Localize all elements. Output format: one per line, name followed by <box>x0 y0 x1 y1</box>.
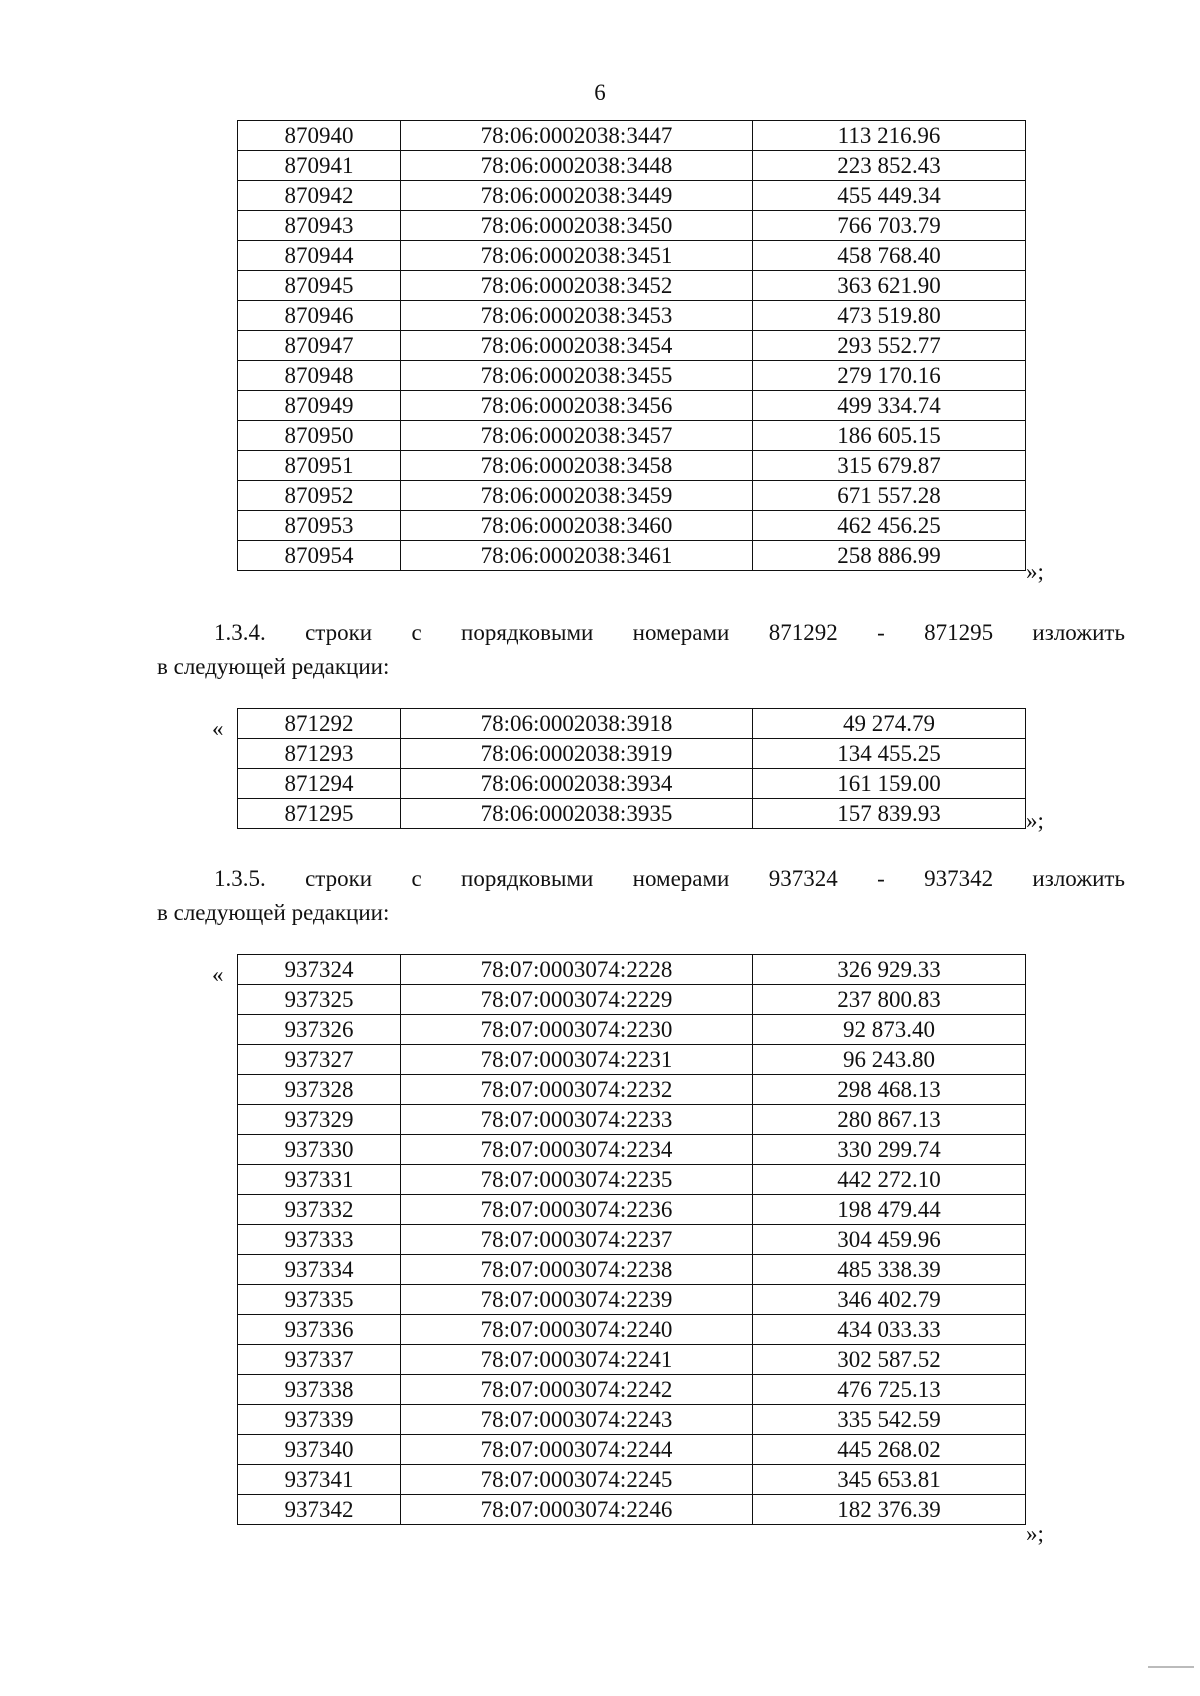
value-cell: 458 768.40 <box>753 241 1026 271</box>
value-cell: 280 867.13 <box>753 1105 1026 1135</box>
cadastral-number-cell: 78:07:0003074:2237 <box>401 1225 753 1255</box>
registry-table-2 <box>237 708 1026 829</box>
row-number-cell: 937338 <box>238 1375 401 1405</box>
cadastral-number-cell: 78:07:0003074:2234 <box>401 1135 753 1165</box>
row-number-cell: 871295 <box>238 799 401 829</box>
row-number-cell: 937334 <box>238 1255 401 1285</box>
value-cell: 186 605.15 <box>753 421 1026 451</box>
paragraph-line-1 <box>157 866 1125 900</box>
cadastral-number-cell: 78:06:0002038:3449 <box>401 181 753 211</box>
cadastral-number-cell: 78:06:0002038:3447 <box>401 121 753 151</box>
open-quote: « <box>212 962 224 987</box>
paragraph-word: номерами <box>632 866 730 891</box>
table-row <box>238 541 1026 571</box>
cadastral-number-cell: 78:07:0003074:2246 <box>401 1495 753 1525</box>
table-row <box>238 271 1026 301</box>
table-row <box>238 421 1026 451</box>
cadastral-number-cell: 78:07:0003074:2239 <box>401 1285 753 1315</box>
table-row <box>238 1225 1026 1255</box>
row-number-cell: 937339 <box>238 1405 401 1435</box>
cadastral-number-cell: 78:06:0002038:3459 <box>401 481 753 511</box>
table-row <box>238 709 1026 739</box>
paragraph-line-2: в следующей редакции: <box>157 900 390 925</box>
table-row <box>238 739 1026 769</box>
row-number-cell: 937332 <box>238 1195 401 1225</box>
paragraph-word: - <box>877 620 885 645</box>
table-row <box>238 1375 1026 1405</box>
row-number-cell: 870942 <box>238 181 401 211</box>
cadastral-number-cell: 78:06:0002038:3456 <box>401 391 753 421</box>
cadastral-number-cell: 78:07:0003074:2238 <box>401 1255 753 1285</box>
table-row <box>238 1255 1026 1285</box>
paragraph-word: с <box>411 866 422 891</box>
value-cell: 49 274.79 <box>753 709 1026 739</box>
value-cell: 442 272.10 <box>753 1165 1026 1195</box>
value-cell: 92 873.40 <box>753 1015 1026 1045</box>
table-row <box>238 241 1026 271</box>
row-number-cell: 937342 <box>238 1495 401 1525</box>
cadastral-number-cell: 78:07:0003074:2231 <box>401 1045 753 1075</box>
section-1-3-4-paragraph <box>157 620 1125 686</box>
table-row <box>238 1315 1026 1345</box>
table-row <box>238 1135 1026 1165</box>
cadastral-number-cell: 78:07:0003074:2243 <box>401 1405 753 1435</box>
value-cell: 499 334.74 <box>753 391 1026 421</box>
row-number-cell: 937327 <box>238 1045 401 1075</box>
paragraph-word: изложить <box>1032 866 1125 891</box>
table-row <box>238 799 1026 829</box>
row-number-cell: 870953 <box>238 511 401 541</box>
table-row <box>238 1465 1026 1495</box>
cadastral-number-cell: 78:07:0003074:2232 <box>401 1075 753 1105</box>
table-row <box>238 1165 1026 1195</box>
table-row <box>238 1405 1026 1435</box>
table-row <box>238 1285 1026 1315</box>
row-number-cell: 937336 <box>238 1315 401 1345</box>
value-cell: 293 552.77 <box>753 331 1026 361</box>
row-number-cell: 871294 <box>238 769 401 799</box>
value-cell: 113 216.96 <box>753 121 1026 151</box>
page-number: 6 <box>594 80 606 105</box>
table-row <box>238 1435 1026 1465</box>
row-number-cell: 870952 <box>238 481 401 511</box>
value-cell: 335 542.59 <box>753 1405 1026 1435</box>
value-cell: 157 839.93 <box>753 799 1026 829</box>
value-cell: 434 033.33 <box>753 1315 1026 1345</box>
row-number-cell: 870946 <box>238 301 401 331</box>
value-cell: 237 800.83 <box>753 985 1026 1015</box>
paragraph-word: 937342 <box>924 866 994 891</box>
value-cell: 671 557.28 <box>753 481 1026 511</box>
paragraph-word: номерами <box>632 620 730 645</box>
cadastral-number-cell: 78:07:0003074:2240 <box>401 1315 753 1345</box>
row-number-cell: 870951 <box>238 451 401 481</box>
paragraph-word: строки <box>305 866 373 891</box>
table-row <box>238 769 1026 799</box>
value-cell: 363 621.90 <box>753 271 1026 301</box>
value-cell: 476 725.13 <box>753 1375 1026 1405</box>
cadastral-number-cell: 78:07:0003074:2230 <box>401 1015 753 1045</box>
value-cell: 298 468.13 <box>753 1075 1026 1105</box>
cadastral-number-cell: 78:07:0003074:2242 <box>401 1375 753 1405</box>
registry-table-3 <box>237 954 1026 1525</box>
table-row <box>238 1075 1026 1105</box>
row-number-cell: 937337 <box>238 1345 401 1375</box>
cadastral-number-cell: 78:06:0002038:3934 <box>401 769 753 799</box>
value-cell: 134 455.25 <box>753 739 1026 769</box>
paragraph-word: 871295 <box>924 620 994 645</box>
paragraph-word: - <box>877 866 885 891</box>
cadastral-number-cell: 78:06:0002038:3935 <box>401 799 753 829</box>
value-cell: 445 268.02 <box>753 1435 1026 1465</box>
cadastral-number-cell: 78:07:0003074:2233 <box>401 1105 753 1135</box>
value-cell: 455 449.34 <box>753 181 1026 211</box>
cadastral-number-cell: 78:06:0002038:3457 <box>401 421 753 451</box>
row-number-cell: 870948 <box>238 361 401 391</box>
value-cell: 223 852.43 <box>753 151 1026 181</box>
cadastral-number-cell: 78:06:0002038:3450 <box>401 211 753 241</box>
paragraph-word: порядковыми <box>461 620 594 645</box>
value-cell: 326 929.33 <box>753 955 1026 985</box>
row-number-cell: 870940 <box>238 121 401 151</box>
table-row <box>238 985 1026 1015</box>
table-row <box>238 391 1026 421</box>
cadastral-number-cell: 78:06:0002038:3453 <box>401 301 753 331</box>
row-number-cell: 937335 <box>238 1285 401 1315</box>
cadastral-number-cell: 78:06:0002038:3455 <box>401 361 753 391</box>
value-cell: 258 886.99 <box>753 541 1026 571</box>
open-quote: « <box>212 716 224 741</box>
cadastral-number-cell: 78:06:0002038:3458 <box>401 451 753 481</box>
row-number-cell: 937328 <box>238 1075 401 1105</box>
table-row <box>238 955 1026 985</box>
table-row <box>238 1105 1026 1135</box>
cadastral-number-cell: 78:06:0002038:3451 <box>401 241 753 271</box>
close-quote: »; <box>1026 808 1044 833</box>
paragraph-line-2: в следующей редакции: <box>157 654 390 679</box>
row-number-cell: 937331 <box>238 1165 401 1195</box>
value-cell: 304 459.96 <box>753 1225 1026 1255</box>
value-cell: 182 376.39 <box>753 1495 1026 1525</box>
row-number-cell: 871292 <box>238 709 401 739</box>
row-number-cell: 870941 <box>238 151 401 181</box>
section-1-3-5-paragraph <box>157 866 1125 932</box>
cadastral-number-cell: 78:06:0002038:3454 <box>401 331 753 361</box>
row-number-cell: 870944 <box>238 241 401 271</box>
table-row <box>238 361 1026 391</box>
paragraph-word: 1.3.5. <box>214 866 266 891</box>
table-row <box>238 1015 1026 1045</box>
cadastral-number-cell: 78:07:0003074:2236 <box>401 1195 753 1225</box>
table-row <box>238 121 1026 151</box>
row-number-cell: 937341 <box>238 1465 401 1495</box>
table-row <box>238 481 1026 511</box>
cadastral-number-cell: 78:06:0002038:3461 <box>401 541 753 571</box>
table-row <box>238 511 1026 541</box>
table-row <box>238 1495 1026 1525</box>
row-number-cell: 871293 <box>238 739 401 769</box>
paragraph-word: порядковыми <box>461 866 594 891</box>
value-cell: 96 243.80 <box>753 1045 1026 1075</box>
cadastral-number-cell: 78:06:0002038:3448 <box>401 151 753 181</box>
value-cell: 462 456.25 <box>753 511 1026 541</box>
value-cell: 161 159.00 <box>753 769 1026 799</box>
value-cell: 315 679.87 <box>753 451 1026 481</box>
cadastral-number-cell: 78:06:0002038:3452 <box>401 271 753 301</box>
table-row <box>238 1195 1026 1225</box>
scan-artifact <box>1148 1666 1194 1668</box>
value-cell: 485 338.39 <box>753 1255 1026 1285</box>
value-cell: 345 653.81 <box>753 1465 1026 1495</box>
row-number-cell: 937325 <box>238 985 401 1015</box>
value-cell: 302 587.52 <box>753 1345 1026 1375</box>
value-cell: 198 479.44 <box>753 1195 1026 1225</box>
table-row <box>238 181 1026 211</box>
paragraph-word: 1.3.4. <box>214 620 266 645</box>
cadastral-number-cell: 78:06:0002038:3460 <box>401 511 753 541</box>
row-number-cell: 937340 <box>238 1435 401 1465</box>
row-number-cell: 870947 <box>238 331 401 361</box>
row-number-cell: 870943 <box>238 211 401 241</box>
paragraph-word: изложить <box>1032 620 1125 645</box>
value-cell: 766 703.79 <box>753 211 1026 241</box>
row-number-cell: 937326 <box>238 1015 401 1045</box>
table-row <box>238 1045 1026 1075</box>
cadastral-number-cell: 78:06:0002038:3918 <box>401 709 753 739</box>
cadastral-number-cell: 78:07:0003074:2235 <box>401 1165 753 1195</box>
cadastral-number-cell: 78:07:0003074:2244 <box>401 1435 753 1465</box>
cadastral-number-cell: 78:07:0003074:2241 <box>401 1345 753 1375</box>
row-number-cell: 870949 <box>238 391 401 421</box>
paragraph-word: 871292 <box>768 620 838 645</box>
paragraph-line-1 <box>157 620 1125 654</box>
table-row <box>238 1345 1026 1375</box>
value-cell: 473 519.80 <box>753 301 1026 331</box>
row-number-cell: 937333 <box>238 1225 401 1255</box>
row-number-cell: 937329 <box>238 1105 401 1135</box>
table-row <box>238 331 1026 361</box>
cadastral-number-cell: 78:06:0002038:3919 <box>401 739 753 769</box>
table-row <box>238 301 1026 331</box>
row-number-cell: 870945 <box>238 271 401 301</box>
cadastral-number-cell: 78:07:0003074:2228 <box>401 955 753 985</box>
paragraph-word: 937324 <box>768 866 838 891</box>
paragraph-word: строки <box>305 620 373 645</box>
table-row <box>238 451 1026 481</box>
value-cell: 279 170.16 <box>753 361 1026 391</box>
value-cell: 346 402.79 <box>753 1285 1026 1315</box>
close-quote: »; <box>1026 559 1044 584</box>
row-number-cell: 870954 <box>238 541 401 571</box>
close-quote: »; <box>1026 1521 1044 1546</box>
registry-table-1 <box>237 120 1026 571</box>
cadastral-number-cell: 78:07:0003074:2245 <box>401 1465 753 1495</box>
row-number-cell: 937330 <box>238 1135 401 1165</box>
paragraph-word: с <box>411 620 422 645</box>
table-row <box>238 151 1026 181</box>
value-cell: 330 299.74 <box>753 1135 1026 1165</box>
cadastral-number-cell: 78:07:0003074:2229 <box>401 985 753 1015</box>
table-row <box>238 211 1026 241</box>
row-number-cell: 870950 <box>238 421 401 451</box>
row-number-cell: 937324 <box>238 955 401 985</box>
